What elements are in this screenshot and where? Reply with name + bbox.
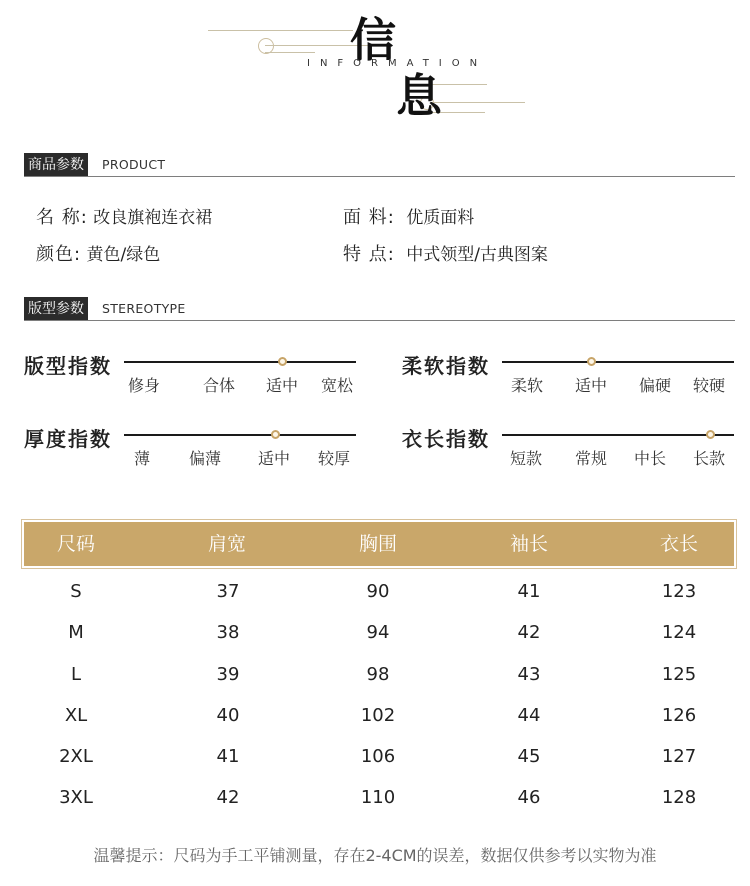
size-table-cell: 128	[661, 787, 697, 808]
section-rule	[24, 320, 735, 321]
product-name-label: 名 称:	[36, 207, 88, 228]
size-table-cell: M	[68, 622, 84, 643]
size-table-header-cell: 肩宽	[207, 533, 246, 555]
measurement-note: 温馨提示：尺码为手工平铺测量，存在2-4CM的误差，数据仅供参考以实物为准	[93, 846, 657, 865]
thickness-index-scale	[124, 434, 356, 436]
softness-index-option: 柔软	[511, 376, 544, 395]
size-table-cell: 42	[216, 787, 240, 808]
fit-index-option: 宽松	[321, 376, 354, 395]
product-fabric-row	[343, 203, 474, 229]
length-index-option: 长款	[693, 449, 726, 468]
size-table-cell: S	[70, 581, 82, 602]
size-table-cell: 127	[661, 746, 697, 767]
product-fabric-value: 优质面料	[406, 208, 475, 228]
fit-index-marker	[278, 357, 287, 366]
size-table-header	[24, 522, 734, 566]
softness-index-title: 柔软指数	[402, 354, 490, 378]
size-table-cell: 106	[360, 746, 396, 767]
size-table-cell: L	[70, 664, 82, 685]
size-table-cell: 39	[216, 664, 240, 685]
size-table-cell: 125	[661, 664, 697, 685]
size-table-cell: 102	[360, 705, 396, 726]
size-table-cell: 110	[360, 787, 396, 808]
size-table-cell: 98	[366, 664, 390, 685]
softness-index-option: 适中	[575, 376, 608, 395]
product-feature-row	[343, 240, 548, 266]
thickness-index-option: 适中	[258, 449, 291, 468]
size-table-cell: 44	[517, 705, 541, 726]
info-header	[0, 0, 750, 135]
size-table-cell: 126	[661, 705, 697, 726]
stereotype-section-header	[24, 297, 735, 321]
product-feature-value: 中式领型/古典图案	[406, 245, 548, 265]
softness-index-scale	[502, 361, 734, 363]
size-table-cell: 94	[366, 622, 390, 643]
product-section-header	[24, 153, 735, 177]
section-rule	[24, 176, 735, 177]
size-table-cell: 124	[661, 622, 697, 643]
header-deco-line	[430, 102, 525, 103]
length-index-scale	[502, 434, 734, 436]
size-table-cell: 123	[661, 581, 697, 602]
length-index-option: 短款	[510, 449, 543, 468]
length-index-title: 衣长指数	[402, 427, 490, 451]
fit-index-option: 适中	[266, 376, 299, 395]
length-index-option: 中长	[634, 449, 667, 468]
size-table-cell: 2XL	[59, 746, 93, 767]
section-tag: 商品参数	[24, 153, 88, 177]
size-table-header-cell: 衣长	[659, 533, 698, 555]
size-table-cell: 38	[216, 622, 240, 643]
product-feature-label: 特 点:	[343, 244, 395, 265]
thickness-index-title: 厚度指数	[24, 427, 112, 451]
product-name-row	[36, 203, 212, 229]
fit-index-option: 合体	[203, 376, 236, 395]
product-color-row	[36, 240, 160, 266]
product-color-value: 黄色/绿色	[86, 245, 161, 265]
size-table-cell: 41	[517, 581, 541, 602]
section-en-title: STEREOTYPE	[102, 301, 186, 316]
section-tag: 版型参数	[24, 297, 88, 321]
thickness-index-marker	[271, 430, 280, 439]
product-name-value: 改良旗袍连衣裙	[93, 208, 213, 228]
header-subtitle: INFORMATION	[307, 58, 488, 69]
fit-index-scale	[124, 361, 356, 363]
size-table-cell: 41	[216, 746, 240, 767]
size-table-cell: 3XL	[59, 787, 93, 808]
size-table-cell: 90	[366, 581, 390, 602]
size-table-cell: 37	[216, 581, 240, 602]
size-table-header-cell: 尺码	[56, 533, 95, 555]
length-index-marker	[706, 430, 715, 439]
thickness-index-option: 较厚	[318, 449, 351, 468]
fit-index-title: 版型指数	[24, 354, 112, 378]
softness-index-marker	[587, 357, 596, 366]
softness-index-option: 偏硬	[639, 376, 672, 395]
length-index-option: 常规	[575, 449, 608, 468]
header-deco-line	[265, 52, 315, 53]
size-table-cell: 42	[517, 622, 541, 643]
header-title-char-2: 息	[396, 69, 442, 123]
fit-index-option: 修身	[128, 376, 161, 395]
section-en-title: PRODUCT	[102, 157, 166, 172]
product-color-label: 颜色:	[36, 244, 82, 265]
size-table-header-cell: 胸围	[358, 533, 397, 555]
size-table-cell: 40	[216, 705, 240, 726]
softness-index-option: 较硬	[693, 376, 726, 395]
size-table-cell: 43	[517, 664, 541, 685]
thickness-index-option: 薄	[134, 449, 151, 468]
header-title-char-1: 信	[350, 13, 396, 67]
size-table-cell: 45	[517, 746, 541, 767]
size-table-cell: XL	[64, 705, 88, 726]
size-table-cell: 46	[517, 787, 541, 808]
header-deco-line	[208, 30, 353, 31]
thickness-index-option: 偏薄	[189, 449, 222, 468]
product-fabric-label: 面 料:	[343, 207, 395, 228]
size-table-header-cell: 袖长	[509, 533, 548, 555]
